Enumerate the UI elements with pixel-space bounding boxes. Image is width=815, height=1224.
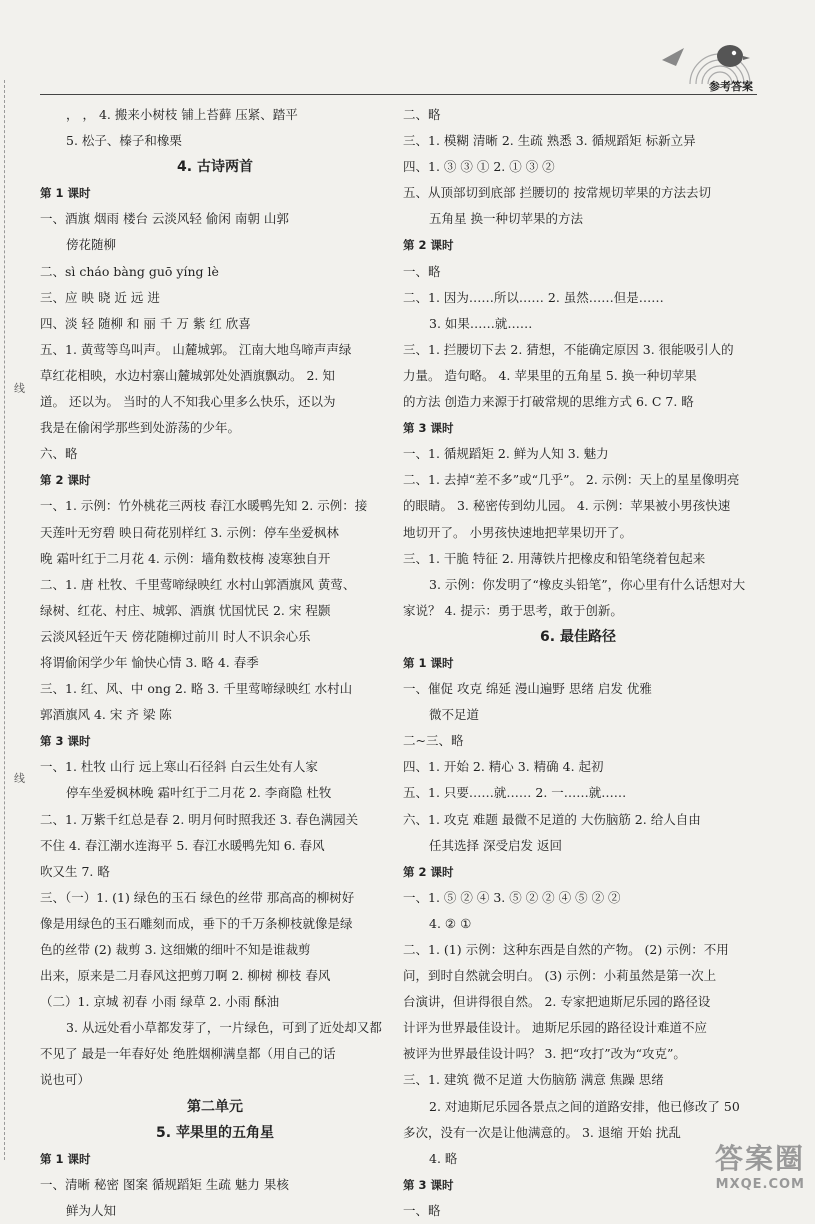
answer-line: 4. ② ① [429, 915, 472, 931]
answer-line: 2. 对迪斯尼乐园各景点之间的道路安排，他已修改了 50 [429, 1098, 740, 1114]
answer-line: 地切开了。 小男孩快速地把苹果切开了。 [403, 524, 632, 540]
answer-line: 一、1. 杜牧 山行 远上寒山石径斜 白云生处有人家 [40, 759, 318, 775]
answer-line: 任其选择 深受启发 返回 [429, 837, 562, 853]
answer-line: 不住 4. 春江潮水连海平 5. 春江水暖鸭先知 6. 春风 [40, 837, 325, 853]
answer-line: 鲜为人知 [66, 1202, 117, 1218]
answer-line: 色的丝带 (2) 裁剪 3. 这细嫩的细叶不知是谁裁剪 [40, 942, 311, 957]
lesson-label: 第 1 课时 [403, 655, 454, 670]
lesson-label: 第 1 课时 [40, 1151, 91, 1166]
answer-line: 二、1. (1) 示例：这种东西是自然的产物。 (2) 示例：不用 [403, 942, 729, 957]
answer-line: 力量。 造句略。 4. 苹果里的五角星 5. 换一种切苹果 [403, 367, 697, 383]
answer-line: 被评为世界最佳设计吗？ 3. 把“攻打”改为“攻克”。 [403, 1046, 686, 1062]
answer-line: 家说？ 4. 提示：勇于思考，敢于创新。 [403, 602, 623, 618]
answer-line: 四、1. ③ ③ ① 2. ① ③ ② [403, 159, 555, 175]
answer-line: 一、催促 攻克 绵延 漫山遍野 思绪 启发 优雅 [403, 681, 652, 697]
lesson-label: 第 3 课时 [40, 734, 91, 749]
answer-line: 二、1. 唐 杜牧、千里莺啼绿映红 水村山郭酒旗风 黄莺、 [40, 576, 356, 592]
watermark-logo-text: 答案圈 [714, 1142, 805, 1175]
header-label: 参考答案 [709, 80, 753, 93]
answer-line: 二、1. 去掉“差不多”或“几乎”。 2. 示例：天上的星星像明亮 [403, 472, 740, 488]
answer-line: 二~三、略 [403, 733, 464, 749]
answer-line: 出来，原来是二月春风这把剪刀啊 2. 柳树 柳枝 春风 [40, 968, 331, 984]
answer-line: 五、1. 只要……就…… 2. 一……就…… [403, 785, 627, 801]
answer-line: 计评为世界最佳设计。 迪斯尼乐园的路径设计难道不应 [403, 1020, 707, 1036]
answer-line: 云淡风轻近午天 傍花随柳过前川 时人不识余心乐 [40, 628, 311, 644]
lesson-label: 第 1 课时 [40, 186, 91, 201]
answer-line: 一、酒旗 烟雨 楼台 云淡风轻 偷闲 南朝 山郭 [40, 211, 289, 227]
section-heading: 6. 最佳路径 [540, 628, 616, 645]
answer-line: 二、1. 因为……所以…… 2. 虽然……但是…… [403, 289, 664, 305]
answer-line: 四、淡 轻 随柳 和 丽 千 万 紫 红 欣喜 [40, 315, 251, 331]
left-column [40, 102, 390, 1224]
answer-line: 五角星 换一种切苹果的方法 [429, 211, 583, 227]
answer-line: 晚 霜叶红于二月花 4. 示例：墙角数枝梅 凌寒独自开 [40, 550, 331, 566]
answer-line: 三、（一）1. (1) 绿色的玉石 绿色的丝带 那高高的柳树好 [40, 889, 355, 905]
answer-line: 三、1. 建筑 微不足道 大伤脑筋 满意 焦躁 思绪 [403, 1072, 664, 1088]
answer-line: 二、sì cháo bàng guō yíng lè [40, 263, 219, 279]
binding-mark: 线 [14, 382, 25, 395]
answer-line: 道。 还以为。 当时的人不知我心里多么快乐，还以为 [40, 394, 336, 410]
section-heading: 5. 苹果里的五角星 [156, 1124, 274, 1141]
answer-line: 一、1. 循规蹈矩 2. 鲜为人知 3. 魅力 [403, 446, 609, 462]
answer-line: 三、1. 红、风、中 ong 2. 略 3. 千里莺啼绿映红 水村山 [40, 681, 353, 697]
answer-line: 天莲叶无穷碧 映日荷花别样红 3. 示例：停车坐爱枫林 [40, 524, 339, 540]
site-watermark [715, 1137, 805, 1192]
answer-line: 五、1. 黄莺等鸟叫声。 山麓城郭。 江南大地鸟啼声声绿 [40, 341, 352, 357]
answer-line: 一、1. 示例：竹外桃花三两枝 春江水暖鸭先知 2. 示例：接 [40, 498, 368, 514]
answer-line: 绿树、红花、村庄、城郭、酒旗 忧国忧民 2. 宋 程颢 [40, 602, 331, 618]
right-column [403, 102, 753, 1224]
answer-line: 二、略 [403, 107, 441, 122]
answer-line: 微不足道 [429, 707, 480, 723]
answer-line: 傍花随柳 [66, 237, 117, 253]
answer-line: 的方法 创造力来源于打破常规的思维方式 6. C 7. 略 [403, 394, 694, 410]
lesson-label: 第 3 课时 [403, 1177, 454, 1192]
answer-line: 四、1. 开始 2. 精心 3. 精确 4. 起初 [403, 759, 604, 775]
answer-line: 将谓偷闲学少年 愉快心情 3. 略 4. 春季 [40, 654, 259, 670]
section-heading: 4. 古诗两首 [177, 159, 253, 176]
answer-line: 问，到时自然就会明白。 (3) 示例：小莉虽然是第一次上 [403, 968, 717, 984]
answer-line: 的眼睛。 3. 秘密传到幼儿园。 4. 示例：苹果被小男孩快速 [403, 498, 731, 514]
answer-line: 六、1. 攻克 难题 最微不足道的 大伤脑筋 2. 给人自由 [403, 811, 701, 827]
lesson-label: 第 2 课时 [403, 238, 454, 253]
answer-line: 停车坐爱枫林晚 霜叶红于二月花 2. 李商隐 杜牧 [66, 785, 332, 801]
answer-line: 一、1. ⑤ ② ④ 3. ⑤ ② ② ④ ⑤ ② ② [403, 889, 621, 905]
header-rule [40, 94, 757, 95]
answer-line: 六、略 [40, 446, 78, 462]
binding-margin-line [4, 80, 15, 1160]
answer-line: 4. 略 [429, 1150, 458, 1166]
lesson-label: 第 2 课时 [40, 473, 91, 488]
answer-line: 一、清晰 秘密 图案 循规蹈矩 生疏 魅力 果核 [40, 1176, 289, 1192]
answer-line: 郭酒旗风 4. 宋 齐 梁 陈 [40, 707, 172, 723]
answer-line: 像是用绿色的玉石雕刻而成，垂下的千万条柳枝就像是绿 [40, 915, 353, 931]
answer-line: 三、应 映 晓 近 远 进 [40, 289, 160, 305]
answer-line: 3. 如果……就…… [429, 315, 533, 331]
lesson-label: 第 3 课时 [403, 421, 454, 436]
answer-line: 一、略 [403, 1202, 441, 1218]
answer-line: 说也可） [40, 1072, 91, 1088]
answer-line: 三、1. 拦腰切下去 2. 猜想，不能确定原因 3. 很能吸引人的 [403, 341, 734, 357]
answer-line: 3. 从远处看小草都发芽了，一片绿色，可到了近处却又都 [66, 1020, 382, 1036]
answer-line: 多次，没有一次是让他满意的。 3. 退缩 开始 扰乱 [403, 1124, 681, 1140]
answer-line: 一、略 [403, 263, 441, 279]
section-heading: 第二单元 [187, 1098, 243, 1115]
lesson-label: 第 2 课时 [403, 864, 454, 879]
answer-line: 我是在偷闲学那些到处游荡的少年。 [40, 420, 241, 436]
answer-line: 3. 示例：你发明了“橡皮头铅笔”，你心里有什么话想对大 [429, 576, 746, 592]
answer-line: 草红花相映，水边村寨山麓城郭处处酒旗飘动。 2. 知 [40, 367, 335, 383]
binding-mark: 线 [14, 772, 25, 785]
answer-line: （二）1. 京城 初春 小雨 绿草 2. 小雨 酥油 [40, 994, 280, 1010]
answer-line: 三、1. 模糊 清晰 2. 生疏 熟悉 3. 循规蹈矩 标新立异 [403, 133, 696, 149]
answer-line: 不见了 最是一年春好处 绝胜烟柳满皇都（用自己的话 [40, 1046, 336, 1062]
answer-line: 二、1. 万紫千红总是春 2. 明月何时照我还 3. 春色满园关 [40, 811, 359, 827]
answer-line: 台演讲，但讲得很自然。 2. 专家把迪斯尼乐园的路径设 [403, 994, 711, 1010]
answer-line: 三、1. 干脆 特征 2. 用薄铁片把橡皮和铅笔绕着包起来 [403, 550, 706, 566]
watermark-domain: MXQE.COM [715, 1177, 805, 1192]
answer-line: 吹又生 7. 略 [40, 863, 110, 879]
answer-line: 5. 松子、榛子和橡栗 [66, 133, 182, 149]
answer-line: 五、从顶部切到底部 拦腰切的 按常规切苹果的方法去切 [403, 185, 711, 201]
answer-line: ， ， 4. 搬来小树枝 铺上苔藓 压紧、踏平 [66, 107, 298, 122]
